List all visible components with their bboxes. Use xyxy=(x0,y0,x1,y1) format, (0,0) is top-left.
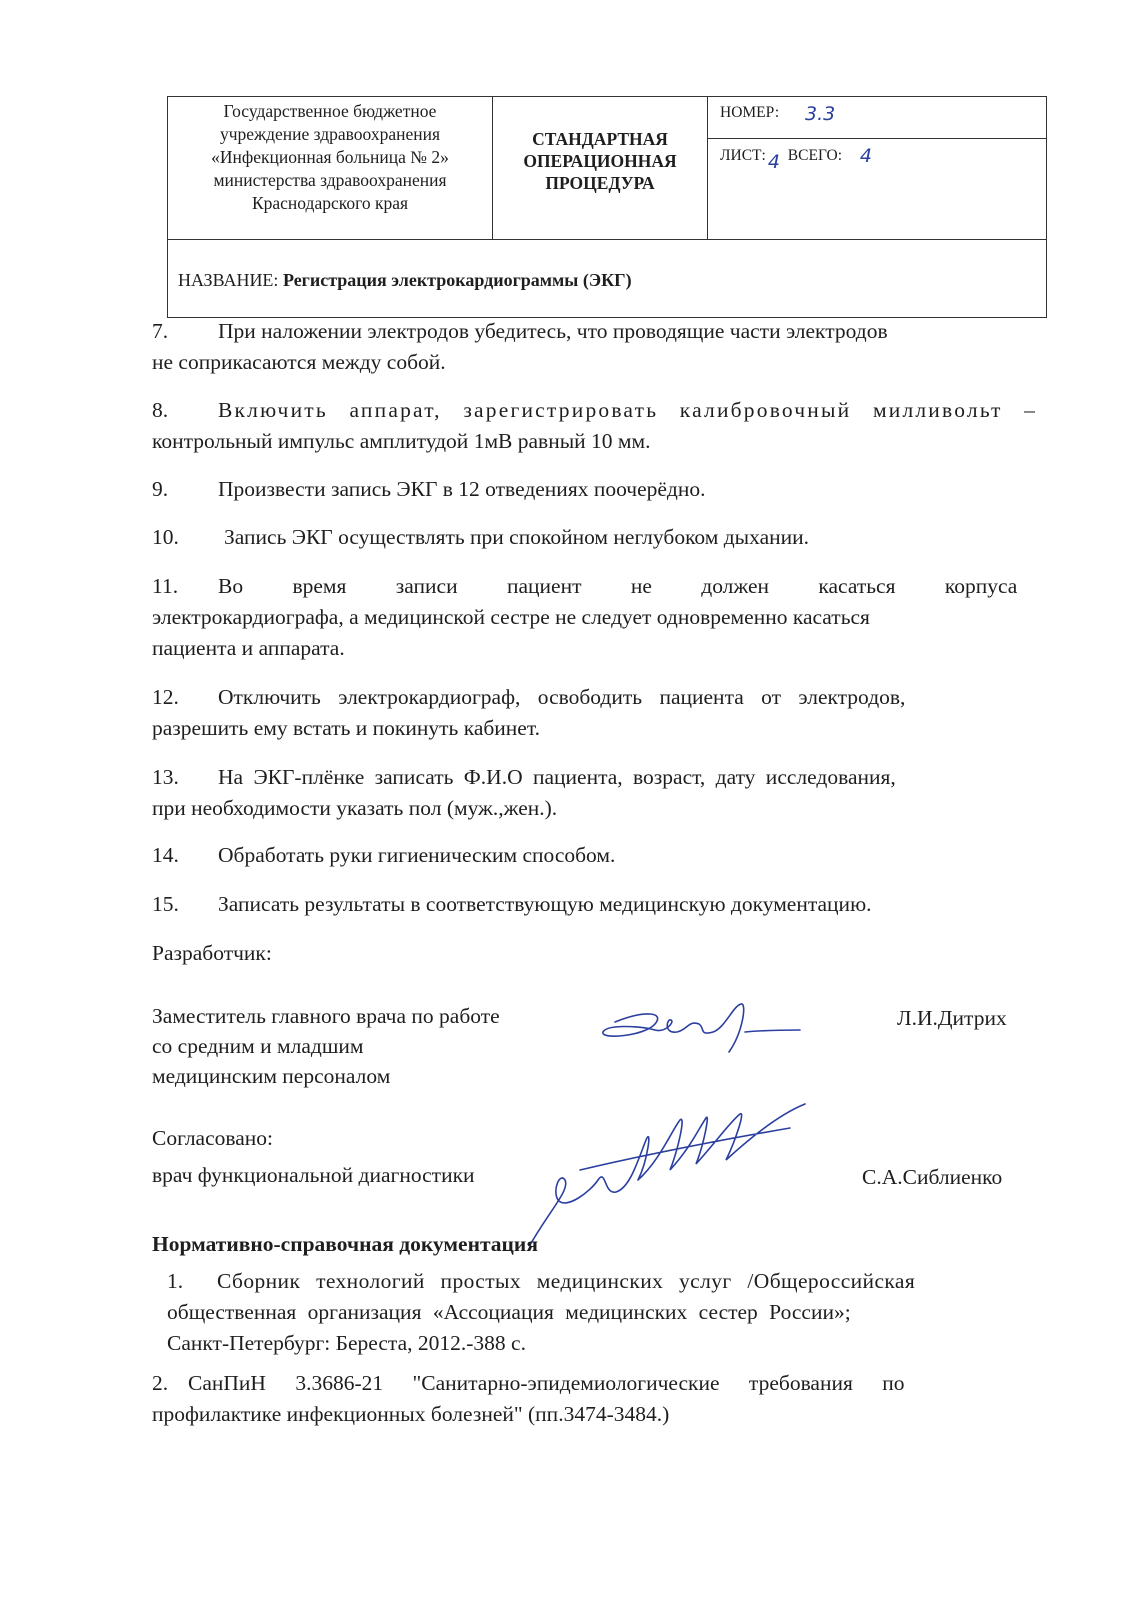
step-text: Произвести запись ЭКГ в 12 отведениях поочерёдно. xyxy=(218,477,706,501)
step-text: Обработать руки гигиеническим способом. xyxy=(218,843,616,867)
step-number: 14. xyxy=(152,843,179,867)
step-item xyxy=(152,762,1042,824)
doc-type-line: ОПЕРАЦИОННАЯ xyxy=(523,151,677,171)
step-item xyxy=(152,889,1042,920)
procedure-name-row xyxy=(168,239,1046,317)
number-cell xyxy=(708,97,1046,139)
sheet-value: 4 xyxy=(767,151,780,173)
step-text: контрольный импульс амплитудой 1мВ равный 10 мм. xyxy=(152,429,651,453)
step-text: пациента и аппарата. xyxy=(152,636,345,660)
reference-text: Сборник технологий простых медицинских услуг /Общероссийская xyxy=(217,1269,916,1293)
step-number: 13. xyxy=(152,765,179,789)
step-number: 10. xyxy=(152,525,179,549)
step-text: Отключить электрокардиограф, освободить пациента от электродов, xyxy=(218,685,906,709)
developer-heading: Разработчик: xyxy=(152,941,272,965)
references-heading: Нормативно-справочная документация xyxy=(152,1232,538,1256)
developer-signature xyxy=(595,1002,805,1072)
step-text: Запись ЭКГ осуществлять при спокойном неглубоком дыхании. xyxy=(224,525,810,549)
step-item xyxy=(152,840,1042,871)
step-number: 11. xyxy=(152,574,179,598)
approval-heading: Согласовано: xyxy=(152,1126,274,1150)
approval-signature xyxy=(520,1100,820,1250)
doc-type-line: СТАНДАРТНАЯ xyxy=(532,129,668,149)
developer-name: Л.И.Дитрих xyxy=(897,1006,1007,1030)
developer-position-line: Заместитель главного врача по работе xyxy=(152,1004,500,1028)
doc-type-line: ПРОЦЕДУРА xyxy=(545,173,655,193)
number-label: НОМЕР: xyxy=(720,104,780,121)
reference-item xyxy=(167,1266,1042,1359)
number-value: 3.3 xyxy=(805,103,836,125)
developer-position xyxy=(152,1001,500,1091)
org-line: министерства здравоохранения xyxy=(213,170,447,190)
total-label: ВСЕГО: xyxy=(787,147,843,164)
reference-text: Санкт-Петербург: Береста, 2012.-388 с. xyxy=(167,1331,526,1355)
step-item xyxy=(152,474,1042,505)
step-number: 8. xyxy=(152,398,169,422)
reference-item xyxy=(152,1368,1042,1430)
step-text: при необходимости указать пол (муж.,жен.). xyxy=(152,796,558,820)
org-line: Государственное бюджетное xyxy=(223,101,437,121)
step-item xyxy=(152,316,1042,378)
reference-text: СанПиН 3.3686-21 "Санитарно-эпидемиологические требования по xyxy=(188,1371,905,1395)
step-text: Включить аппарат, зарегистрировать калибровочный милливольт – xyxy=(218,398,1038,422)
step-item xyxy=(152,571,1042,664)
org-line: Краснодарского края xyxy=(251,193,409,213)
step-text: Записать результаты в соответствующую медицинскую документацию. xyxy=(218,892,872,916)
org-line: учреждение здравоохранения xyxy=(219,124,441,144)
header-table xyxy=(167,96,1047,318)
organization-cell xyxy=(168,97,493,239)
step-text: При наложении электродов убедитесь, что проводящие части электродов xyxy=(218,319,888,343)
approval-name: С.А.Сиблиенко xyxy=(862,1165,1003,1189)
step-number: 12. xyxy=(152,685,179,709)
step-item xyxy=(152,522,1042,553)
step-item xyxy=(152,682,1042,744)
title-label: НАЗВАНИЕ: xyxy=(178,270,279,290)
step-item xyxy=(152,395,1042,457)
step-text: Во время записи пациент не должен касаться корпуса xyxy=(218,574,1018,598)
reference-text: общественная организация «Ассоциация медицинских сестер России»; xyxy=(167,1300,851,1324)
step-text: электрокардиографа, а медицинской сестре не следует одновременно касаться xyxy=(152,605,870,629)
org-line: «Инфекционная больница № 2» xyxy=(211,147,449,167)
step-number: 15. xyxy=(152,892,179,916)
sheet-label: ЛИСТ: xyxy=(720,147,766,164)
step-number: 9. xyxy=(152,477,169,501)
reference-number: 1. xyxy=(167,1269,184,1293)
document-type-cell xyxy=(493,97,708,239)
sheet-cell xyxy=(708,139,1046,239)
step-text: На ЭКГ-плёнке записать Ф.И.О пациента, возраст, дату исследования, xyxy=(218,765,896,789)
approval-position: врач функциональной диагностики xyxy=(152,1163,475,1187)
step-text: не соприкасаются между собой. xyxy=(152,350,446,374)
reference-number: 2. xyxy=(152,1371,169,1395)
developer-position-line: медицинским персоналом xyxy=(152,1064,391,1088)
procedure-title: Регистрация электрокардиограммы (ЭКГ) xyxy=(282,270,632,290)
step-number: 7. xyxy=(152,319,169,343)
step-text: разрешить ему встать и покинуть кабинет. xyxy=(152,716,541,740)
developer-position-line: со средним и младшим xyxy=(152,1034,364,1058)
total-value: 4 xyxy=(859,145,872,167)
reference-text: профилактике инфекционных болезней" (пп.3474-3484.) xyxy=(152,1402,670,1426)
